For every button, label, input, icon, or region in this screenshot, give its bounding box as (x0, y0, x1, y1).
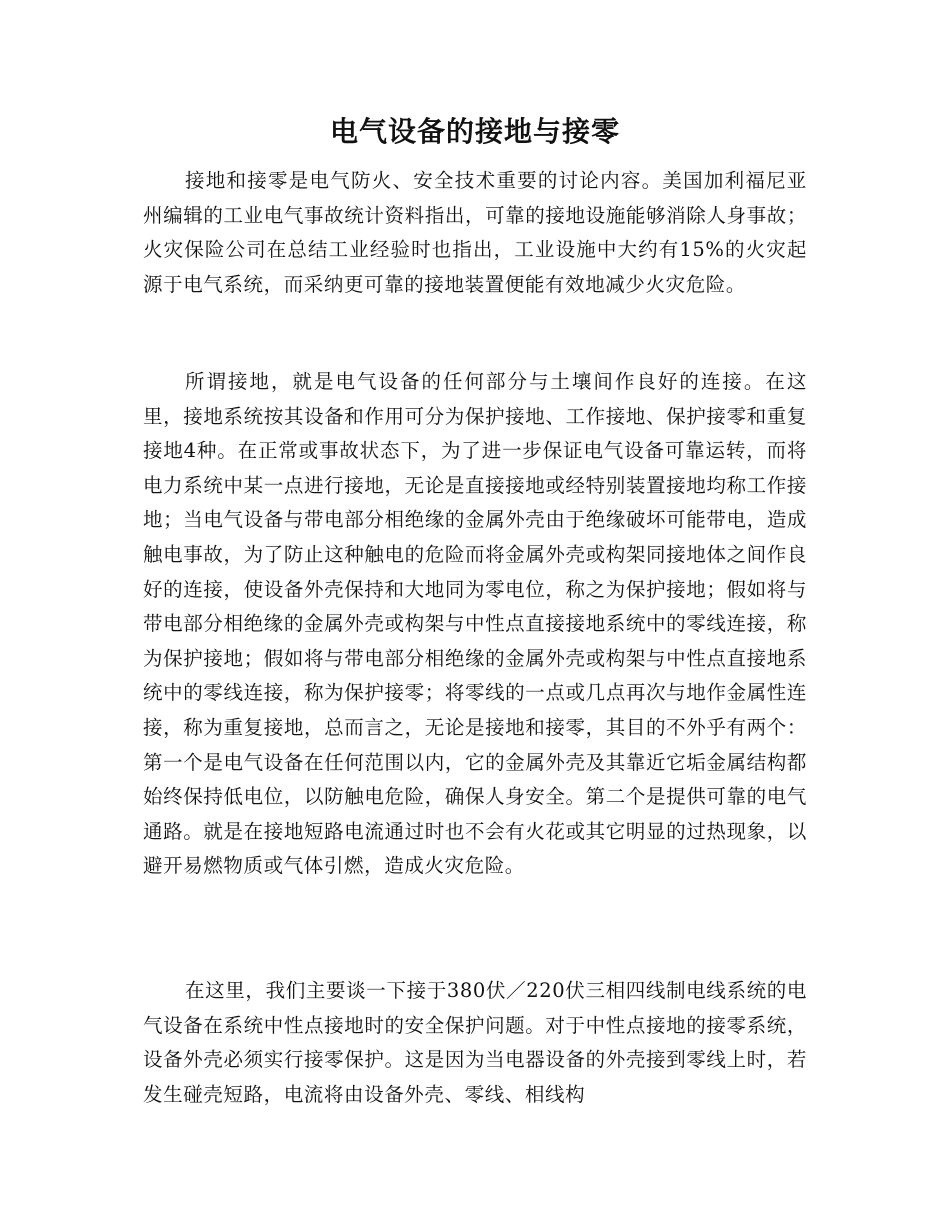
paragraph-three-phase: 在这里，我们主要谈一下接于380伏／220伏三相四线制电线系统的电气设备在系统中性点接地时的安全保护问题。对于中性点接地的接零系统，设备外壳必须实行接零保护。这是因为当电器设备的外壳接到零线上时，若发生碰壳短路，电流将由设备外壳、零线、相线构 (143, 979, 807, 1106)
paragraph-definition: 所谓接地，就是电气设备的任何部分与土壤间作良好的连接。在这里，接地系统按其设备和作用可分为保护接地、工作接地、保护接零和重复接地4种。在正常或事故状态下，为了进一步保证电气设备可靠运转，而将电力系统中某一点进行接地，无论是直接接地或经特别装置接地均称工作接地；当电气设备与带电部分相绝缘的金属外壳由于绝缘破坏可能带电，造成触电事故，为了防止这种触电的危险而将金属外壳或构架同接地体之间作良好的连接，使设备外壳保持和大地同为零电位，称之为保护接地；假如将与带电部分相绝缘的金属外壳或构架与中性点直接接地系统中的零线连接，称为保护接地；假如将与带电部分相绝缘的金属外壳或构架与中性点直接地系统中的零线连接，称为保护接零；将零线的一点或几点再次与地作金属性连接，称为重复接地，总而言之，无论是接地和接零，其目的不外乎有两个：第一个是电气设备在任何范围以内，它的金属外壳及其靠近它垢金属结构都始终保持低电位，以防触电危险，确保人身安全。第二个是提供可靠的电气通路。就是在接地短路电流通过时也不会有火花或其它明显的过热现象，以避开易燃物质或气体引燃，造成火灾危险。 (143, 370, 807, 878)
paragraph-intro: 接地和接零是电气防火、安全技术重要的讨论内容。美国加利福尼亚州编辑的工业电气事故统计资料指出，可靠的接地设施能够消除人身事故；火灾保险公司在总结工业经验时也指出，工业设施中大约有15%的火灾起源于电气系统，而采纳更可靠的接地装置便能有效地减少火灾危险。 (143, 169, 807, 296)
document-title: 电气设备的接地与接零 (329, 115, 620, 148)
